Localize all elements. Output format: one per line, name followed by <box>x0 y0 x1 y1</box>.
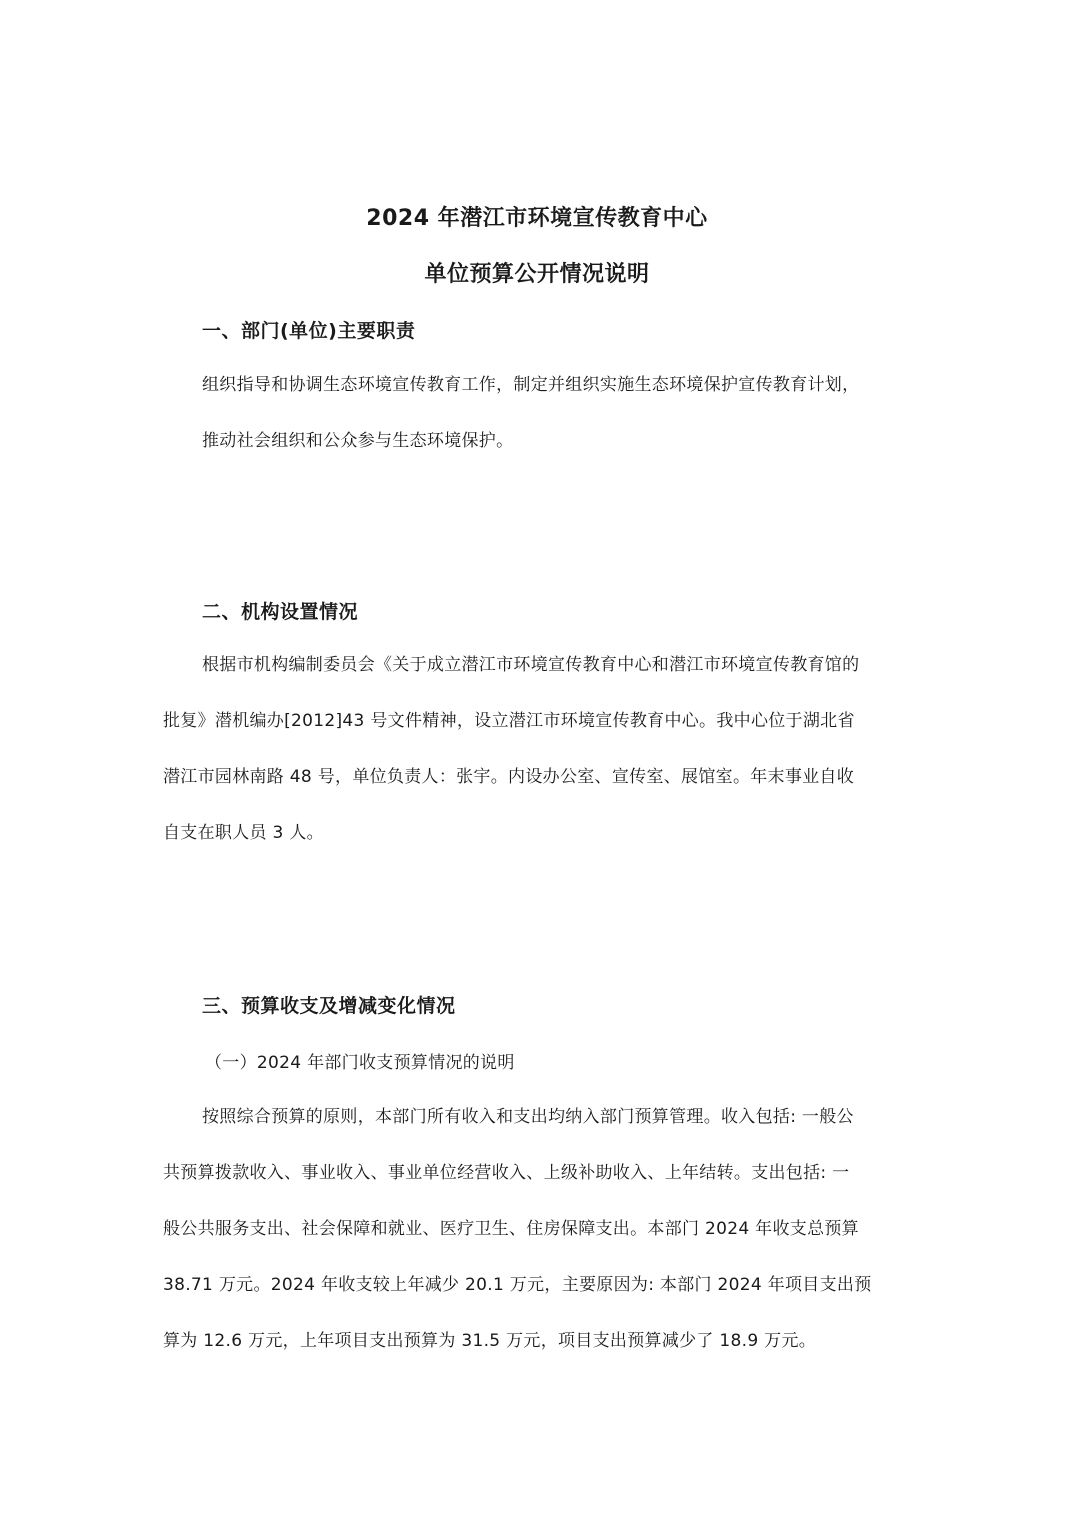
body-line: 潜江市园林南路 48 号，单位负责人：张宇。内设办公室、宣传室、展馆室。年末事业自收 <box>163 767 855 787</box>
section-1-body <box>163 357 919 469</box>
body-line: 般公共服务支出、社会保障和就业、医疗卫生、住房保障支出。本部门 2024 年收支总预算 <box>163 1219 859 1239</box>
body-line: 38.71 万元。2024 年收支较上年减少 20.1 万元，主要原因为: 本部门 2024 年项目支出预 <box>163 1275 872 1295</box>
body-line: 自支在职人员 3 人。 <box>163 823 324 843</box>
body-line: 批复》潜机编办[2012]43 号文件精神，设立潜江市环境宣传教育中心。我中心位于湖北省 <box>163 711 855 731</box>
section-3-heading: 三、预算收支及增减变化情况 <box>202 995 456 1017</box>
section-2-heading: 二、机构设置情况 <box>202 601 359 623</box>
section-1-heading: 一、部门(单位)主要职责 <box>202 320 416 342</box>
document-title-line1: 2024 年潜江市环境宣传教育中心 <box>366 206 708 231</box>
document-title-line2: 单位预算公开情况说明 <box>424 262 650 287</box>
body-line: 推动社会组织和公众参与生态环境保护。 <box>202 431 514 451</box>
section-2-body <box>163 637 919 861</box>
body-line: 算为 12.6 万元，上年项目支出预算为 31.5 万元，项目支出预算减少了 18.9 万元。 <box>163 1331 817 1351</box>
body-line: 共预算拨款收入、事业收入、事业单位经营收入、上级补助收入、上年结转。支出包括: 一 <box>163 1163 850 1183</box>
body-line: 按照综合预算的原则，本部门所有收入和支出均纳入部门预算管理。收入包括: 一般公 <box>202 1107 854 1127</box>
body-line: 组织指导和协调生态环境宣传教育工作，制定并组织实施生态环境保护宣传教育计划， <box>202 375 860 395</box>
section-3-body <box>163 1089 919 1369</box>
section-3-subheading: （一）2024 年部门收支预算情况的说明 <box>205 1053 515 1073</box>
body-line: 根据市机构编制委员会《关于成立潜江市环境宣传教育中心和潜江市环境宣传教育馆的 <box>202 655 860 675</box>
